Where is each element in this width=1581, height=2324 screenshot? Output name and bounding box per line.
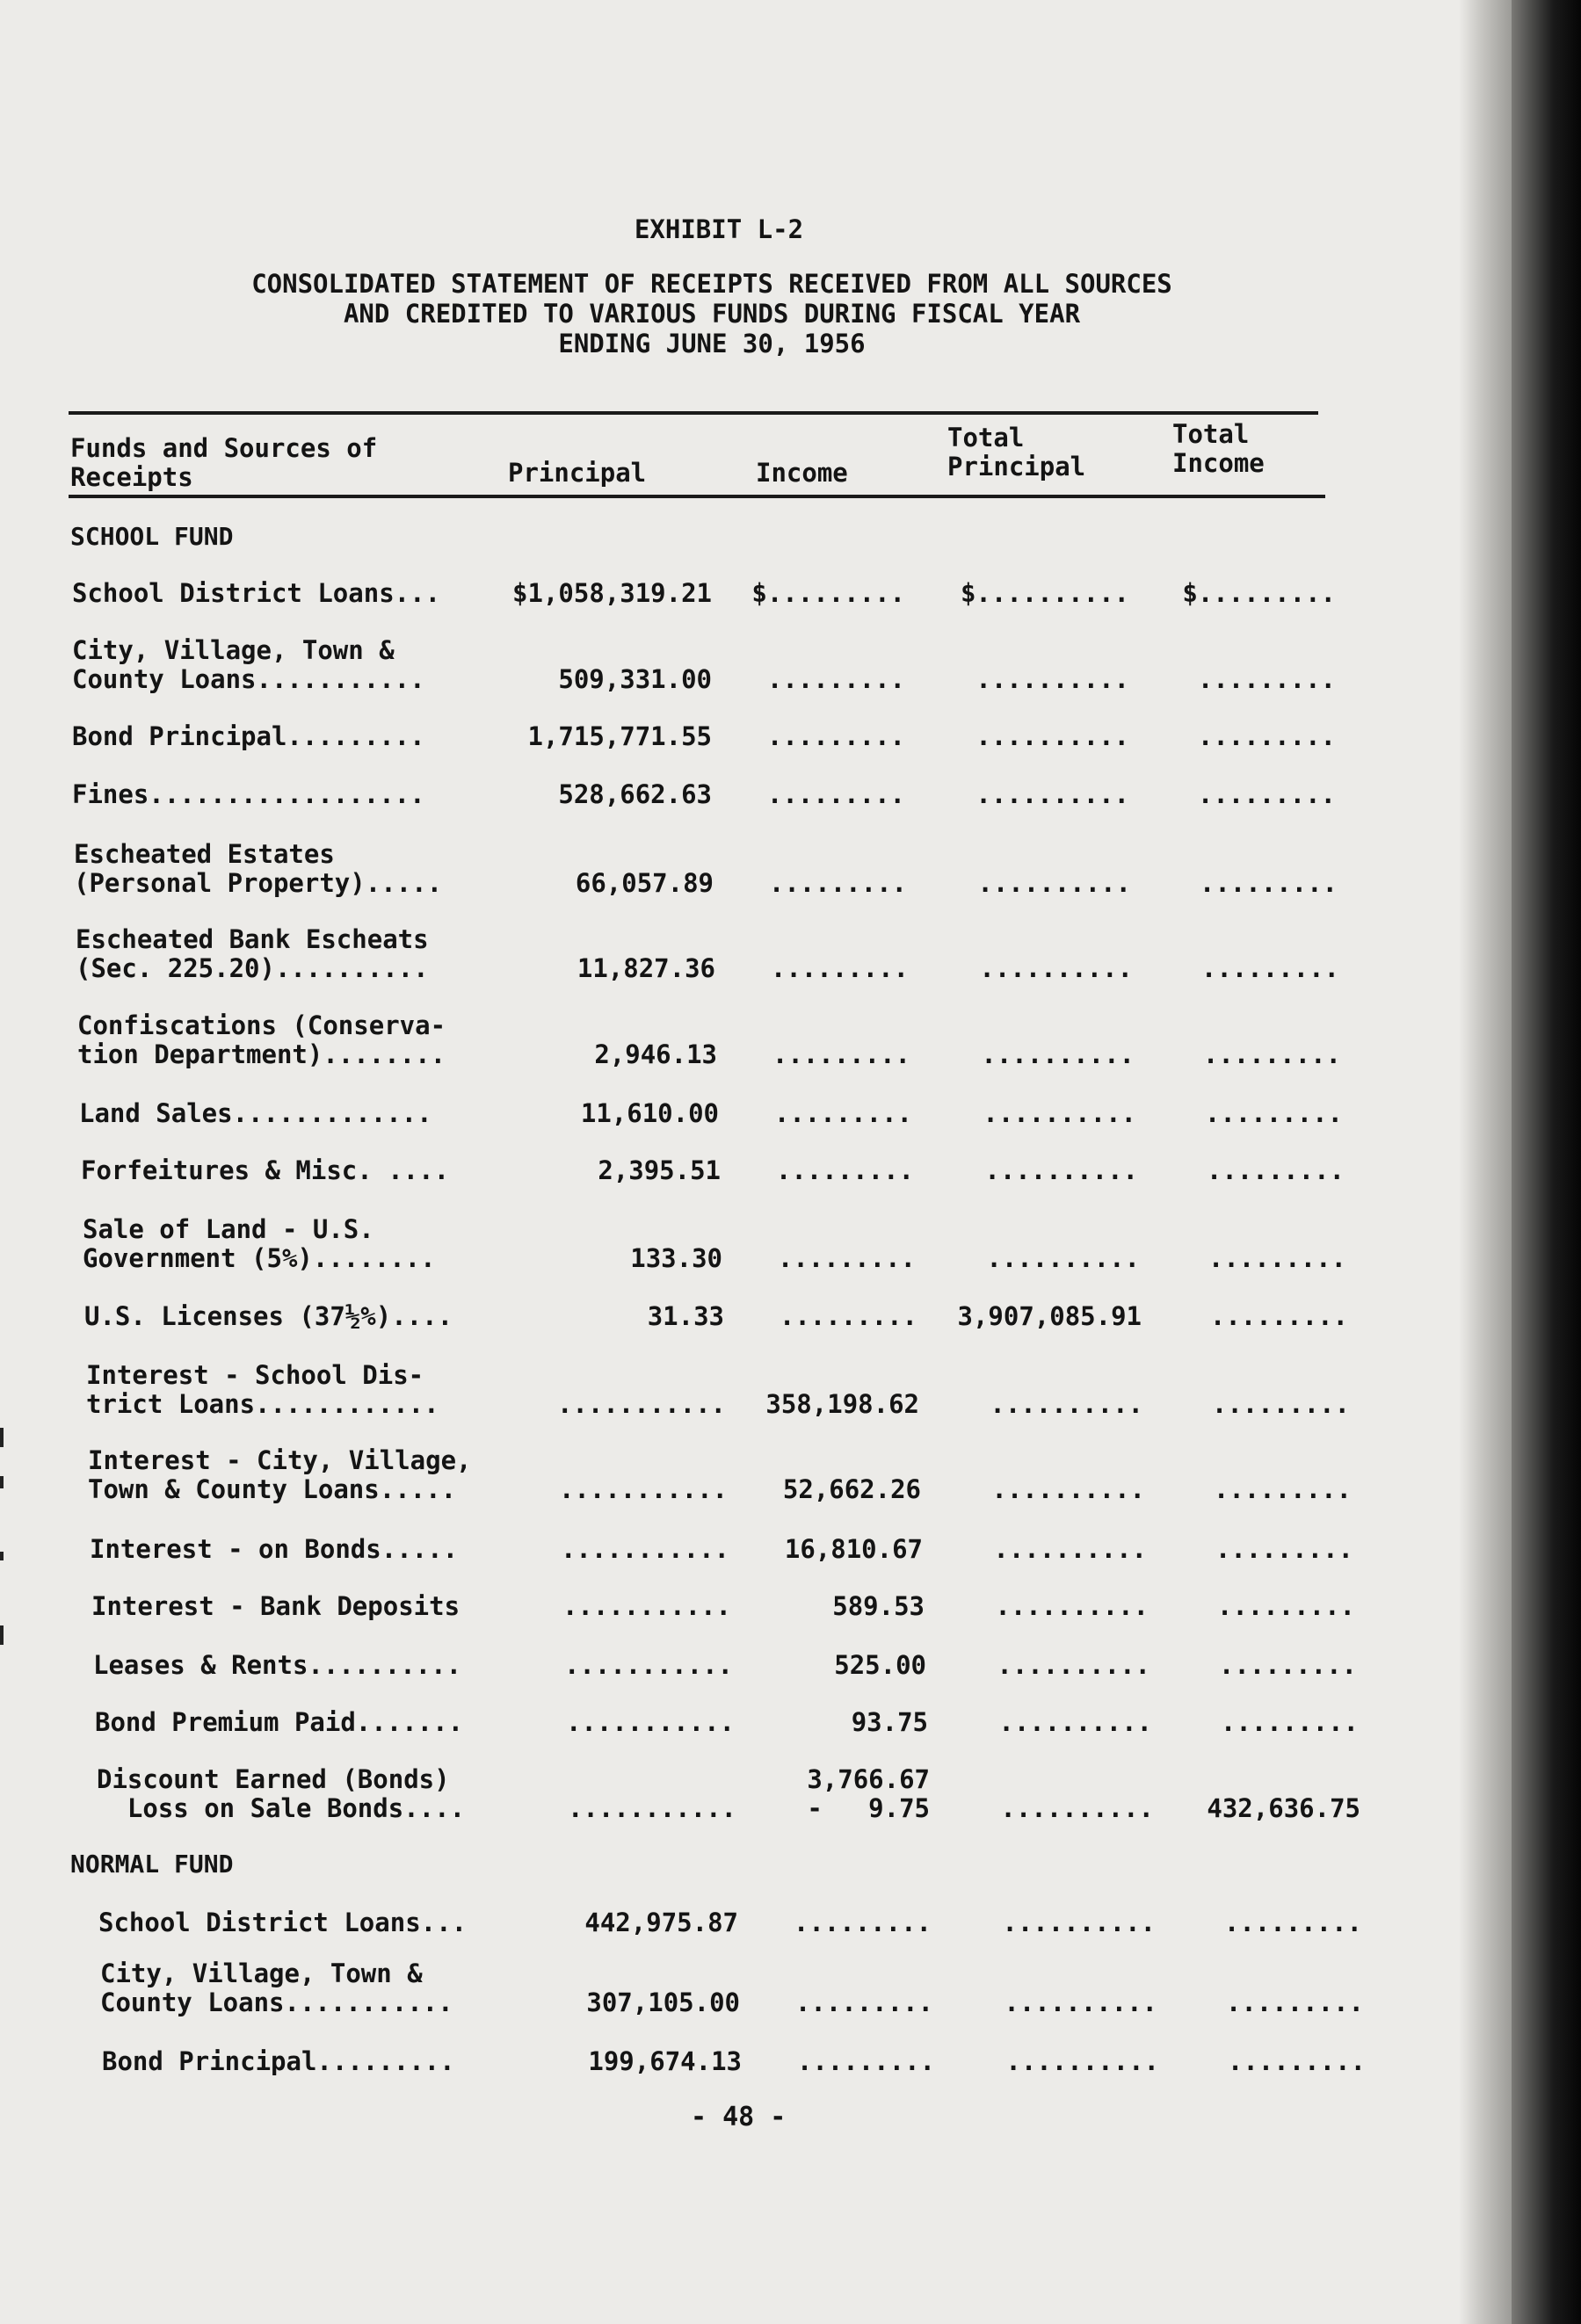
income-cell: ......... bbox=[768, 868, 907, 898]
title-line: ENDING JUNE 30, 1956 bbox=[558, 329, 866, 358]
principal-cell: ........... bbox=[563, 1650, 733, 1680]
income-cell: ......... bbox=[766, 779, 905, 809]
total-income-cell: ......... bbox=[1216, 1591, 1355, 1621]
income-cell: ......... bbox=[777, 1243, 916, 1273]
total-principal-cell: .......... bbox=[975, 779, 1129, 809]
table-row bbox=[0, 748, 1473, 809]
income-cell: 3,766.67 - 9.75 bbox=[807, 1764, 930, 1823]
table-row bbox=[23, 1676, 1496, 1737]
income-cell: ......... bbox=[796, 2046, 935, 2076]
scan-artifact bbox=[0, 1625, 4, 1645]
income-cell: ......... bbox=[766, 664, 905, 694]
table-row bbox=[28, 1956, 1501, 2017]
income-cell: $......... bbox=[751, 578, 905, 608]
income-cell: ......... bbox=[779, 1301, 917, 1331]
total-income-cell: ......... bbox=[1197, 721, 1336, 751]
total-income-cell: ......... bbox=[1223, 1908, 1362, 1937]
total-income-cell: ......... bbox=[1208, 1243, 1346, 1273]
principal-cell: 133.30 bbox=[630, 1243, 722, 1273]
total-income-cell: 432,636.75 bbox=[1207, 1793, 1360, 1823]
column-header-principal: Principal bbox=[508, 458, 647, 488]
header-rule-bottom bbox=[69, 495, 1325, 498]
row-label: U.S. Licenses (37½%).... bbox=[84, 1301, 453, 1331]
total-principal-cell: .......... bbox=[1004, 1987, 1157, 2017]
principal-cell: $1,058,319.21 bbox=[512, 578, 712, 608]
total-income-cell: ......... bbox=[1197, 779, 1336, 809]
principal-cell: 1,715,771.55 bbox=[527, 721, 712, 751]
table-row bbox=[0, 633, 1473, 694]
total-income-cell: ......... bbox=[1204, 1098, 1343, 1128]
table-row bbox=[11, 1212, 1483, 1273]
statement-title bbox=[0, 269, 1448, 358]
total-principal-cell: .......... bbox=[979, 953, 1133, 983]
total-principal-cell: .......... bbox=[984, 1155, 1138, 1185]
column-header-funds: Funds and Sources of Receipts bbox=[70, 433, 378, 492]
table-row bbox=[25, 1762, 1498, 1823]
income-cell: 525.00 bbox=[834, 1650, 926, 1680]
principal-cell: 528,662.63 bbox=[558, 779, 712, 809]
header-rule-top bbox=[69, 411, 1318, 415]
row-label: School District Loans... bbox=[98, 1908, 468, 1937]
row-label: Leases & Rents.......... bbox=[93, 1650, 462, 1680]
row-label: Interest - on Bonds..... bbox=[90, 1534, 459, 1564]
principal-cell: ........... bbox=[562, 1591, 731, 1621]
total-principal-cell: .......... bbox=[1002, 1908, 1156, 1937]
exhibit-label: EXHIBIT L-2 bbox=[634, 214, 804, 244]
row-label: Bond Premium Paid....... bbox=[95, 1707, 464, 1737]
row-label: School District Loans... bbox=[72, 578, 441, 608]
income-cell: 589.53 bbox=[832, 1591, 925, 1621]
column-header-total-income: Total Income bbox=[1172, 419, 1265, 478]
total-income-cell: ......... bbox=[1200, 953, 1339, 983]
total-income-cell: ......... bbox=[1225, 1987, 1364, 2017]
income-cell: 358,198.62 bbox=[765, 1389, 919, 1419]
income-cell: ......... bbox=[793, 1908, 932, 1937]
income-cell: ......... bbox=[773, 1098, 912, 1128]
total-principal-cell: 3,907,085.91 bbox=[957, 1301, 1142, 1331]
scan-artifact bbox=[0, 1476, 4, 1488]
total-principal-cell: .......... bbox=[995, 1591, 1149, 1621]
income-cell: ......... bbox=[794, 1987, 933, 2017]
title-line: AND CREDITED TO VARIOUS FUNDS DURING FISCAL YEAR bbox=[343, 299, 1081, 329]
title-line: CONSOLIDATED STATEMENT OF RECEIPTS RECEIVED FROM ALL SOURCES bbox=[251, 269, 1172, 299]
principal-cell: 11,610.00 bbox=[580, 1098, 719, 1128]
table-row bbox=[19, 1560, 1492, 1621]
table-row bbox=[18, 1502, 1490, 1564]
row-label: Interest - City, Village, Town & County Loans..... bbox=[88, 1445, 472, 1504]
income-cell: 93.75 bbox=[851, 1707, 928, 1737]
principal-cell: ........... bbox=[565, 1707, 735, 1737]
table-row bbox=[5, 1008, 1478, 1069]
row-label: City, Village, Town & County Loans........... bbox=[100, 1958, 453, 2017]
total-principal-cell: .......... bbox=[993, 1534, 1147, 1564]
section-heading-school-fund: SCHOOL FUND bbox=[70, 522, 234, 551]
row-label: Interest - Bank Deposits bbox=[91, 1591, 461, 1621]
page-number: - 48 - bbox=[691, 2102, 787, 2132]
total-income-cell: ......... bbox=[1227, 2046, 1366, 2076]
table-row bbox=[12, 1270, 1485, 1331]
principal-cell: 2,395.51 bbox=[598, 1155, 721, 1185]
total-principal-cell: .......... bbox=[990, 1389, 1143, 1419]
principal-cell: 66,057.89 bbox=[575, 868, 714, 898]
row-label: Bond Principal......... bbox=[72, 721, 425, 751]
total-principal-cell: .......... bbox=[986, 1243, 1140, 1273]
income-cell: ......... bbox=[766, 721, 905, 751]
income-cell: 16,810.67 bbox=[784, 1534, 923, 1564]
table-row bbox=[9, 1124, 1482, 1185]
income-cell: 52,662.26 bbox=[782, 1474, 921, 1504]
section-heading-normal-fund: NORMAL FUND bbox=[70, 1850, 234, 1879]
total-principal-cell: .......... bbox=[997, 1650, 1150, 1680]
total-income-cell: ......... bbox=[1211, 1389, 1350, 1419]
total-income-cell: $......... bbox=[1182, 578, 1336, 608]
table-row bbox=[0, 547, 1473, 608]
row-label: Escheated Estates (Personal Property)..... bbox=[74, 839, 443, 898]
row-label: Bond Principal......... bbox=[102, 2046, 455, 2076]
table-row bbox=[14, 1357, 1487, 1419]
total-principal-cell: .......... bbox=[977, 868, 1131, 898]
income-cell: ......... bbox=[772, 1039, 910, 1069]
principal-cell: ........... bbox=[556, 1389, 726, 1419]
principal-cell: 199,674.13 bbox=[588, 2046, 742, 2076]
table-row bbox=[4, 922, 1476, 983]
principal-cell: ........... bbox=[560, 1534, 729, 1564]
principal-cell: 2,946.13 bbox=[594, 1039, 717, 1069]
total-income-cell: ......... bbox=[1215, 1534, 1353, 1564]
table-row bbox=[26, 1876, 1499, 1937]
table-row bbox=[21, 1618, 1494, 1680]
column-header-income: Income bbox=[756, 458, 848, 488]
row-label: Interest - School Dis- trict Loans............ bbox=[86, 1360, 439, 1419]
row-label: Land Sales............. bbox=[79, 1098, 432, 1128]
row-label: Fines.................. bbox=[72, 779, 425, 809]
income-cell: ......... bbox=[770, 953, 909, 983]
table-row bbox=[16, 1443, 1489, 1504]
total-principal-cell: .......... bbox=[998, 1707, 1152, 1737]
table-row bbox=[2, 836, 1475, 898]
scan-artifact bbox=[0, 1428, 4, 1447]
total-principal-cell: $.......... bbox=[960, 578, 1129, 608]
scanner-border bbox=[1512, 0, 1581, 2324]
principal-cell: 11,827.36 bbox=[577, 953, 715, 983]
table-row bbox=[0, 690, 1473, 751]
total-income-cell: ......... bbox=[1213, 1474, 1352, 1504]
total-principal-cell: .......... bbox=[1005, 2046, 1159, 2076]
total-principal-cell: .......... bbox=[983, 1098, 1136, 1128]
total-principal-cell: .......... bbox=[1000, 1793, 1154, 1823]
scan-artifact bbox=[0, 1552, 4, 1560]
principal-cell: ........... bbox=[567, 1793, 736, 1823]
row-label: Sale of Land - U.S. Government (5%)........ bbox=[83, 1214, 436, 1273]
column-header-total-principal: Total Principal bbox=[947, 423, 1086, 481]
total-principal-cell: .......... bbox=[975, 664, 1129, 694]
table-row bbox=[7, 1067, 1480, 1128]
total-income-cell: ......... bbox=[1218, 1650, 1357, 1680]
row-label: Confiscations (Conserva- tion Department)........ bbox=[77, 1010, 446, 1069]
total-income-cell: ......... bbox=[1202, 1039, 1341, 1069]
income-cell: ......... bbox=[775, 1155, 914, 1185]
table-row bbox=[30, 2015, 1503, 2076]
principal-cell: 31.33 bbox=[647, 1301, 724, 1331]
total-income-cell: ......... bbox=[1197, 664, 1336, 694]
row-label: City, Village, Town & County Loans........... bbox=[72, 635, 425, 694]
principal-cell: 442,975.87 bbox=[584, 1908, 738, 1937]
total-principal-cell: .......... bbox=[975, 721, 1129, 751]
total-income-cell: ......... bbox=[1206, 1155, 1345, 1185]
row-label: Forfeitures & Misc. .... bbox=[81, 1155, 450, 1185]
total-income-cell: ......... bbox=[1209, 1301, 1348, 1331]
principal-cell: 307,105.00 bbox=[586, 1987, 740, 2017]
row-label: Escheated Bank Escheats (Sec. 225.20).......... bbox=[76, 924, 429, 983]
total-income-cell: ......... bbox=[1220, 1707, 1359, 1737]
total-income-cell: ......... bbox=[1199, 868, 1338, 898]
total-principal-cell: .......... bbox=[991, 1474, 1145, 1504]
total-principal-cell: .......... bbox=[981, 1039, 1135, 1069]
principal-cell: 509,331.00 bbox=[558, 664, 712, 694]
row-label: Discount Earned (Bonds) Loss on Sale Bonds.... bbox=[97, 1764, 466, 1823]
principal-cell: ........... bbox=[558, 1474, 728, 1504]
